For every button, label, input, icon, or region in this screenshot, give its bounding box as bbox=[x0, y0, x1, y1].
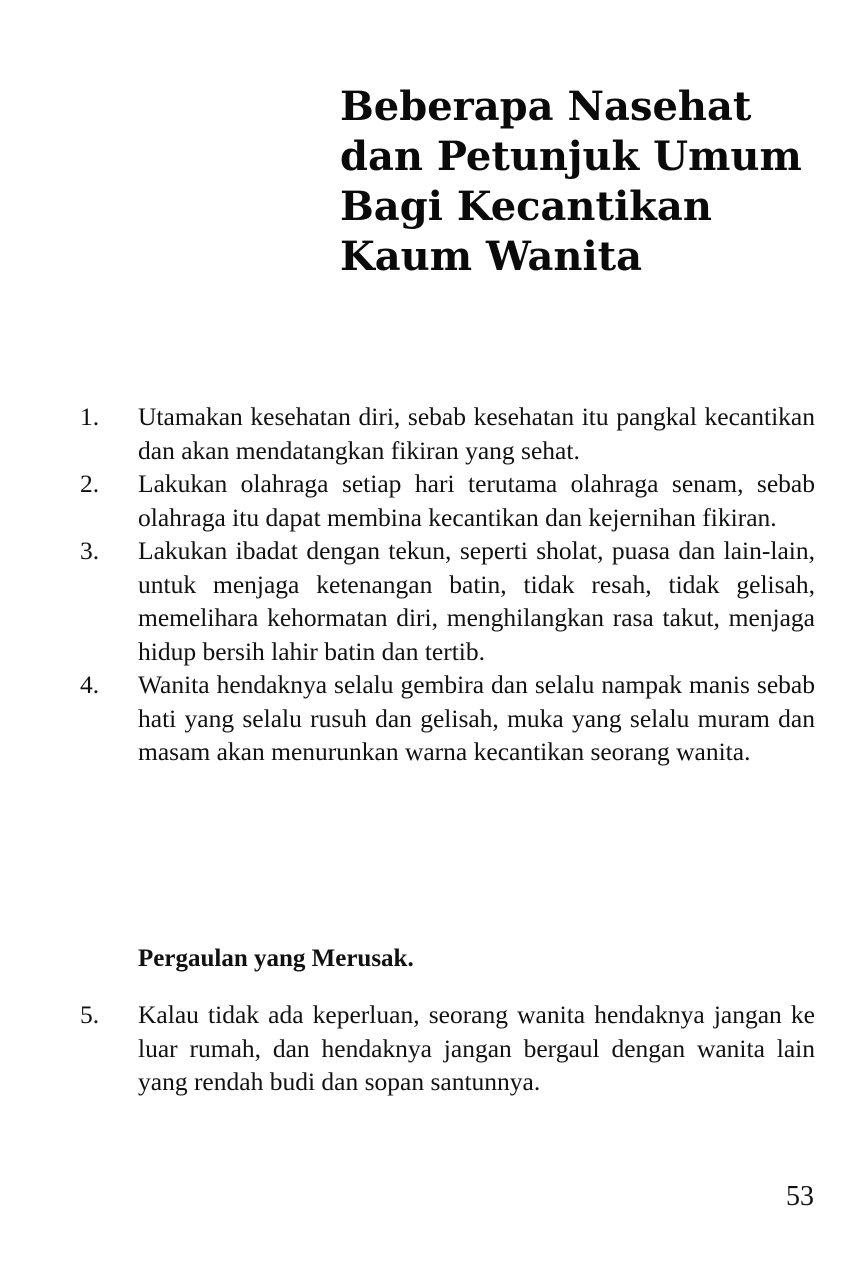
list-item-number: 1. bbox=[80, 402, 100, 431]
list-item bbox=[80, 998, 815, 1099]
list-item bbox=[80, 668, 815, 769]
chapter-title-line: Beberapa Nasehat bbox=[340, 83, 752, 130]
list-item bbox=[80, 534, 815, 668]
list-item-text: Kalau tidak ada keperluan, seorang wanita hendaknya jangan ke luar rumah, dan hendaknya jangan bergaul dengan wanita lain yang rendah budi dan sopan santunnya. bbox=[138, 1000, 815, 1096]
page-number: 53 bbox=[786, 1181, 814, 1212]
chapter-title-line: dan Petunjuk Umum bbox=[340, 133, 802, 180]
chapter-title bbox=[340, 82, 840, 282]
advice-list-continued bbox=[80, 998, 815, 1099]
list-item-text: Lakukan ibadat dengan tekun, seperti sholat, puasa dan lain-lain, untuk menjaga ketenangan batin, tidak resah, tidak gelisah, memelihara kehormatan diri, menghilangkan rasa takut, menjaga hidup bersih lahir batin dan tertib. bbox=[138, 536, 815, 666]
list-item-text: Lakukan olahraga setiap hari terutama olahraga senam, sebab olahraga itu dapat membina kecantikan dan kejernihan fikiran. bbox=[138, 469, 815, 532]
list-item-number: 2. bbox=[80, 469, 100, 498]
chapter-title-line: Kaum Wanita bbox=[340, 233, 643, 280]
section-subheading: Pergaulan yang Merusak. bbox=[138, 945, 414, 972]
list-item-number: 5. bbox=[80, 1000, 100, 1029]
list-item-text: Wanita hendaknya selalu gembira dan selalu nampak manis sebab hati yang selalu rusuh dan gelisah, muka yang selalu muram dan masam akan menurunkan warna kecantikan seorang wanita. bbox=[138, 670, 815, 766]
advice-list bbox=[80, 400, 815, 769]
list-item-number: 3. bbox=[80, 536, 100, 565]
chapter-title-line: Bagi Kecantikan bbox=[340, 183, 712, 230]
list-item bbox=[80, 467, 815, 534]
list-item-text: Utamakan kesehatan diri, sebab kesehatan itu pangkal kecantikan dan akan mendatangkan fikiran yang sehat. bbox=[138, 402, 815, 465]
list-item-number: 4. bbox=[80, 670, 100, 699]
list-item bbox=[80, 400, 815, 467]
